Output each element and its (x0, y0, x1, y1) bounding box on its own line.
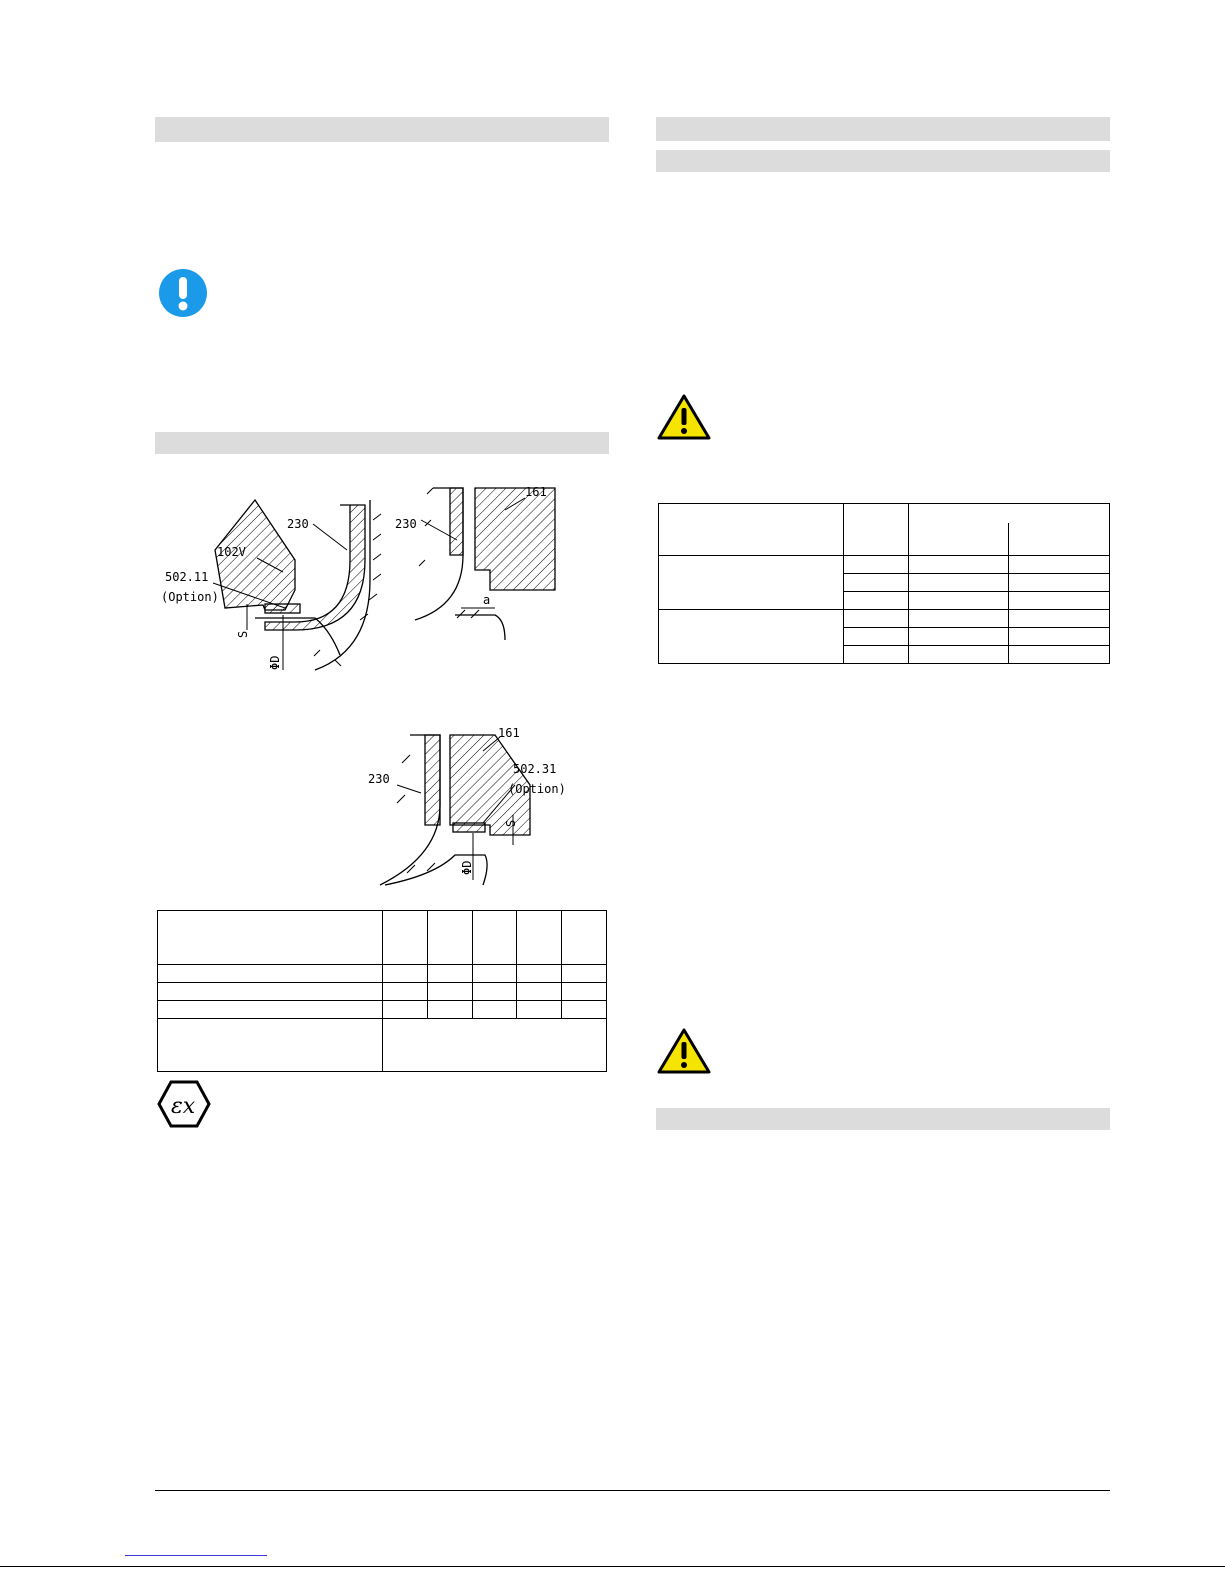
drawing-label: S (236, 630, 250, 638)
clearance-drawing-discharge (365, 725, 610, 895)
torque-table (658, 503, 1110, 664)
exclamation-icon (158, 268, 208, 318)
section-header-bar (155, 117, 609, 142)
section-header-bar (656, 150, 1110, 172)
warning-triangle-icon (657, 393, 711, 441)
drawing-label: (Option) (161, 590, 219, 604)
bottom-link-underline[interactable] (125, 1555, 267, 1556)
clearance-drawing-axial (395, 480, 610, 640)
drawing-label: a (483, 593, 491, 607)
drawing-label: 102V (217, 545, 246, 559)
footer-rule (155, 1490, 1110, 1491)
section-header-bar (656, 117, 1110, 141)
drawing-label: (Option) (508, 782, 566, 796)
drawing-label: ΦD (460, 860, 474, 875)
clearance-table (157, 910, 607, 1072)
drawing-label: 161 (525, 485, 547, 499)
svg-text:εx: εx (171, 1094, 196, 1119)
clearance-drawing-suction (155, 480, 385, 675)
drawing-label: 230 (287, 517, 309, 531)
section-header-bar (155, 432, 609, 454)
atex-ex-icon (158, 1080, 210, 1128)
drawing-label: S (504, 819, 518, 827)
drawing-label: 502.31 (513, 762, 557, 776)
drawing-label: 230 (395, 517, 417, 531)
page-bottom-rule (0, 1566, 1225, 1567)
warning-triangle-icon (657, 1027, 711, 1075)
drawing-label: 502.11 (165, 570, 209, 584)
drawing-label: 161 (498, 726, 520, 740)
section-header-bar (656, 1108, 1110, 1130)
drawing-label: ΦD (268, 655, 282, 670)
drawing-label: 230 (368, 772, 390, 786)
